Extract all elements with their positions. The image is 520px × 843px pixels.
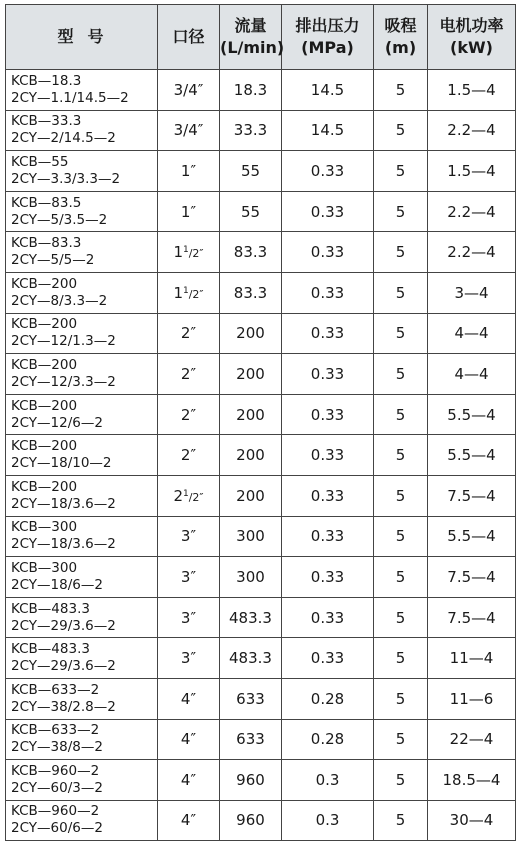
power-cell: 18.5—4 <box>428 760 516 801</box>
power-cell: 5.5—4 <box>428 435 516 476</box>
pressure-cell: 0.33 <box>282 272 374 313</box>
flow-cell: 960 <box>220 760 282 801</box>
power-cell: 22—4 <box>428 719 516 760</box>
port-cell: 4″ <box>158 719 220 760</box>
power-cell: 11—6 <box>428 678 516 719</box>
table-row <box>6 70 516 111</box>
model-kcb: KCB—83.5 <box>11 194 82 211</box>
table-row <box>6 272 516 313</box>
port-cell: 1″ <box>158 151 220 192</box>
flow-cell: 300 <box>220 557 282 598</box>
port-cell <box>158 272 220 313</box>
suction-cell: 5 <box>374 678 428 719</box>
model-kcb: KCB—483.3 <box>11 641 90 658</box>
flow-cell: 200 <box>220 313 282 354</box>
suction-cell: 5 <box>374 313 428 354</box>
model-cell <box>6 394 158 435</box>
model-2cy: 2CY—8/3.3—2 <box>11 292 108 309</box>
model-2cy: 2CY—38/8—2 <box>11 739 103 756</box>
spec-table-container <box>5 4 516 841</box>
pressure-cell: 0.33 <box>282 394 374 435</box>
model-cell <box>6 435 158 476</box>
port-cell: 3/4″ <box>158 110 220 151</box>
model-cell <box>6 354 158 395</box>
power-cell: 5.5—4 <box>428 516 516 557</box>
model-cell <box>6 800 158 841</box>
model-2cy: 2CY—18/10—2 <box>11 455 112 472</box>
pressure-cell: 0.33 <box>282 232 374 273</box>
suction-cell: 5 <box>374 800 428 841</box>
flow-cell: 633 <box>220 719 282 760</box>
flow-cell: 633 <box>220 678 282 719</box>
model-cell <box>6 110 158 151</box>
header-pressure-name: 排出压力 <box>295 16 360 35</box>
header-port: 口径 <box>158 5 220 70</box>
model-kcb: KCB—18.3 <box>11 72 82 89</box>
suction-cell: 5 <box>374 232 428 273</box>
model-cell <box>6 719 158 760</box>
power-cell: 1.5—4 <box>428 151 516 192</box>
port-sup: 1 <box>182 285 189 296</box>
header-power <box>428 5 516 70</box>
port-cell <box>158 475 220 516</box>
power-cell: 2.2—4 <box>428 232 516 273</box>
table-row <box>6 800 516 841</box>
suction-cell: 5 <box>374 70 428 111</box>
model-kcb: KCB—300 <box>11 519 78 536</box>
model-kcb: KCB—83.3 <box>11 235 82 252</box>
port-cell: 3″ <box>158 516 220 557</box>
model-kcb: KCB—33.3 <box>11 113 82 130</box>
pressure-cell: 0.33 <box>282 475 374 516</box>
model-cell <box>6 678 158 719</box>
table-row <box>6 760 516 801</box>
table-row <box>6 313 516 354</box>
suction-cell: 5 <box>374 191 428 232</box>
model-kcb: KCB—200 <box>11 275 78 292</box>
suction-cell: 5 <box>374 557 428 598</box>
pressure-cell: 0.3 <box>282 800 374 841</box>
table-body <box>6 70 516 841</box>
port-cell: 1″ <box>158 191 220 232</box>
power-cell: 2.2—4 <box>428 191 516 232</box>
port-cell: 4″ <box>158 678 220 719</box>
pressure-cell: 0.33 <box>282 638 374 679</box>
header-pressure-unit: (MPa) <box>301 38 354 57</box>
port-cell: 4″ <box>158 800 220 841</box>
table-row <box>6 678 516 719</box>
power-cell: 2.2—4 <box>428 110 516 151</box>
flow-cell: 483.3 <box>220 597 282 638</box>
pressure-cell: 14.5 <box>282 70 374 111</box>
flow-cell: 960 <box>220 800 282 841</box>
port-cell: 3″ <box>158 557 220 598</box>
model-kcb: KCB—200 <box>11 316 78 333</box>
model-2cy: 2CY—18/6—2 <box>11 576 103 593</box>
flow-cell: 483.3 <box>220 638 282 679</box>
power-cell: 5.5—4 <box>428 394 516 435</box>
suction-cell: 5 <box>374 719 428 760</box>
power-cell: 4—4 <box>428 313 516 354</box>
model-kcb: KCB—960—2 <box>11 803 100 820</box>
model-2cy: 2CY—38/2.8—2 <box>11 698 116 715</box>
model-kcb: KCB—200 <box>11 478 78 495</box>
power-cell: 1.5—4 <box>428 70 516 111</box>
port-cell: 2″ <box>158 435 220 476</box>
header-suction-unit: (m) <box>384 38 417 57</box>
model-2cy: 2CY—1.1/14.5—2 <box>11 89 129 106</box>
model-cell <box>6 70 158 111</box>
flow-cell: 18.3 <box>220 70 282 111</box>
suction-cell: 5 <box>374 354 428 395</box>
pump-spec-table <box>5 4 516 841</box>
header-model: 型号 <box>6 5 158 70</box>
table-row <box>6 110 516 151</box>
port-cell: 2″ <box>158 313 220 354</box>
power-cell: 11—4 <box>428 638 516 679</box>
header-suction-name: 吸程 <box>384 16 417 35</box>
model-2cy: 2CY—29/3.6—2 <box>11 617 116 634</box>
model-2cy: 2CY—3.3/3.3—2 <box>11 170 121 187</box>
header-power-unit: (kW) <box>450 38 493 57</box>
pressure-cell: 0.33 <box>282 151 374 192</box>
model-cell <box>6 272 158 313</box>
pressure-cell: 14.5 <box>282 110 374 151</box>
model-cell <box>6 475 158 516</box>
model-cell <box>6 151 158 192</box>
model-kcb: KCB—200 <box>11 438 78 455</box>
table-row <box>6 557 516 598</box>
port-cell: 2″ <box>158 354 220 395</box>
port-frac: /2″ <box>188 247 204 261</box>
port-frac: /2″ <box>188 490 204 504</box>
pressure-cell: 0.28 <box>282 678 374 719</box>
power-cell: 7.5—4 <box>428 597 516 638</box>
model-kcb: KCB—960—2 <box>11 762 100 779</box>
pressure-cell: 0.3 <box>282 760 374 801</box>
flow-cell: 200 <box>220 475 282 516</box>
flow-cell: 33.3 <box>220 110 282 151</box>
port-whole: 2 <box>173 486 183 505</box>
flow-cell: 83.3 <box>220 272 282 313</box>
suction-cell: 5 <box>374 110 428 151</box>
port-cell: 3/4″ <box>158 70 220 111</box>
flow-cell: 83.3 <box>220 232 282 273</box>
header-suction <box>374 5 428 70</box>
model-2cy: 2CY—12/3.3—2 <box>11 373 116 390</box>
flow-cell: 200 <box>220 354 282 395</box>
header-row <box>6 5 516 70</box>
model-kcb: KCB—200 <box>11 356 78 373</box>
port-sup: 1 <box>182 245 189 256</box>
table-row <box>6 232 516 273</box>
table-row <box>6 719 516 760</box>
pressure-cell: 0.33 <box>282 191 374 232</box>
table-row <box>6 638 516 679</box>
model-cell <box>6 232 158 273</box>
model-2cy: 2CY—18/3.6—2 <box>11 495 116 512</box>
header-power-name: 电机功率 <box>439 16 504 35</box>
model-cell <box>6 760 158 801</box>
model-cell <box>6 557 158 598</box>
table-row <box>6 394 516 435</box>
port-cell: 3″ <box>158 597 220 638</box>
pressure-cell: 0.33 <box>282 354 374 395</box>
power-cell: 3—4 <box>428 272 516 313</box>
power-cell: 7.5—4 <box>428 557 516 598</box>
model-2cy: 2CY—60/3—2 <box>11 779 103 796</box>
model-2cy: 2CY—5/5—2 <box>11 252 95 269</box>
suction-cell: 5 <box>374 394 428 435</box>
power-cell: 30—4 <box>428 800 516 841</box>
suction-cell: 5 <box>374 435 428 476</box>
power-cell: 7.5—4 <box>428 475 516 516</box>
pressure-cell: 0.33 <box>282 435 374 476</box>
model-cell <box>6 191 158 232</box>
flow-cell: 55 <box>220 191 282 232</box>
model-2cy: 2CY—18/3.6—2 <box>11 536 116 553</box>
port-cell: 2″ <box>158 394 220 435</box>
pressure-cell: 0.28 <box>282 719 374 760</box>
flow-cell: 300 <box>220 516 282 557</box>
header-flow-name: 流量 <box>234 16 267 35</box>
model-2cy: 2CY—5/3.5—2 <box>11 211 108 228</box>
header-flow <box>220 5 285 70</box>
port-cell: 4″ <box>158 760 220 801</box>
model-2cy: 2CY—60/6—2 <box>11 820 103 837</box>
model-cell <box>6 597 158 638</box>
model-2cy: 2CY—12/6—2 <box>11 414 103 431</box>
port-frac: /2″ <box>188 287 204 301</box>
pressure-cell: 0.33 <box>282 597 374 638</box>
suction-cell: 5 <box>374 272 428 313</box>
pressure-cell: 0.33 <box>282 313 374 354</box>
model-cell <box>6 638 158 679</box>
suction-cell: 5 <box>374 475 428 516</box>
model-cell <box>6 516 158 557</box>
table-row <box>6 597 516 638</box>
flow-cell: 55 <box>220 151 282 192</box>
port-cell: 3″ <box>158 638 220 679</box>
header-flow-unit: (L/min) <box>220 38 285 57</box>
pressure-cell: 0.33 <box>282 516 374 557</box>
table-row <box>6 191 516 232</box>
pressure-cell: 0.33 <box>282 557 374 598</box>
port-whole: 1 <box>173 243 183 262</box>
port-sup: 1 <box>182 488 189 499</box>
model-2cy: 2CY—29/3.6—2 <box>11 658 116 675</box>
power-cell: 4—4 <box>428 354 516 395</box>
model-kcb: KCB—633—2 <box>11 722 100 739</box>
port-whole: 1 <box>173 283 183 302</box>
flow-cell: 200 <box>220 394 282 435</box>
suction-cell: 5 <box>374 638 428 679</box>
suction-cell: 5 <box>374 516 428 557</box>
table-row <box>6 516 516 557</box>
model-kcb: KCB—633—2 <box>11 681 100 698</box>
model-cell <box>6 313 158 354</box>
port-cell <box>158 232 220 273</box>
suction-cell: 5 <box>374 151 428 192</box>
model-2cy: 2CY—2/14.5—2 <box>11 130 116 147</box>
model-kcb: KCB—300 <box>11 559 78 576</box>
model-kcb: KCB—55 <box>11 153 69 170</box>
suction-cell: 5 <box>374 597 428 638</box>
table-row <box>6 475 516 516</box>
table-row <box>6 435 516 476</box>
table-row <box>6 354 516 395</box>
suction-cell: 5 <box>374 760 428 801</box>
flow-cell: 200 <box>220 435 282 476</box>
header-pressure <box>282 5 374 70</box>
model-2cy: 2CY—12/1.3—2 <box>11 333 116 350</box>
model-kcb: KCB—483.3 <box>11 600 90 617</box>
table-row <box>6 151 516 192</box>
model-kcb: KCB—200 <box>11 397 78 414</box>
